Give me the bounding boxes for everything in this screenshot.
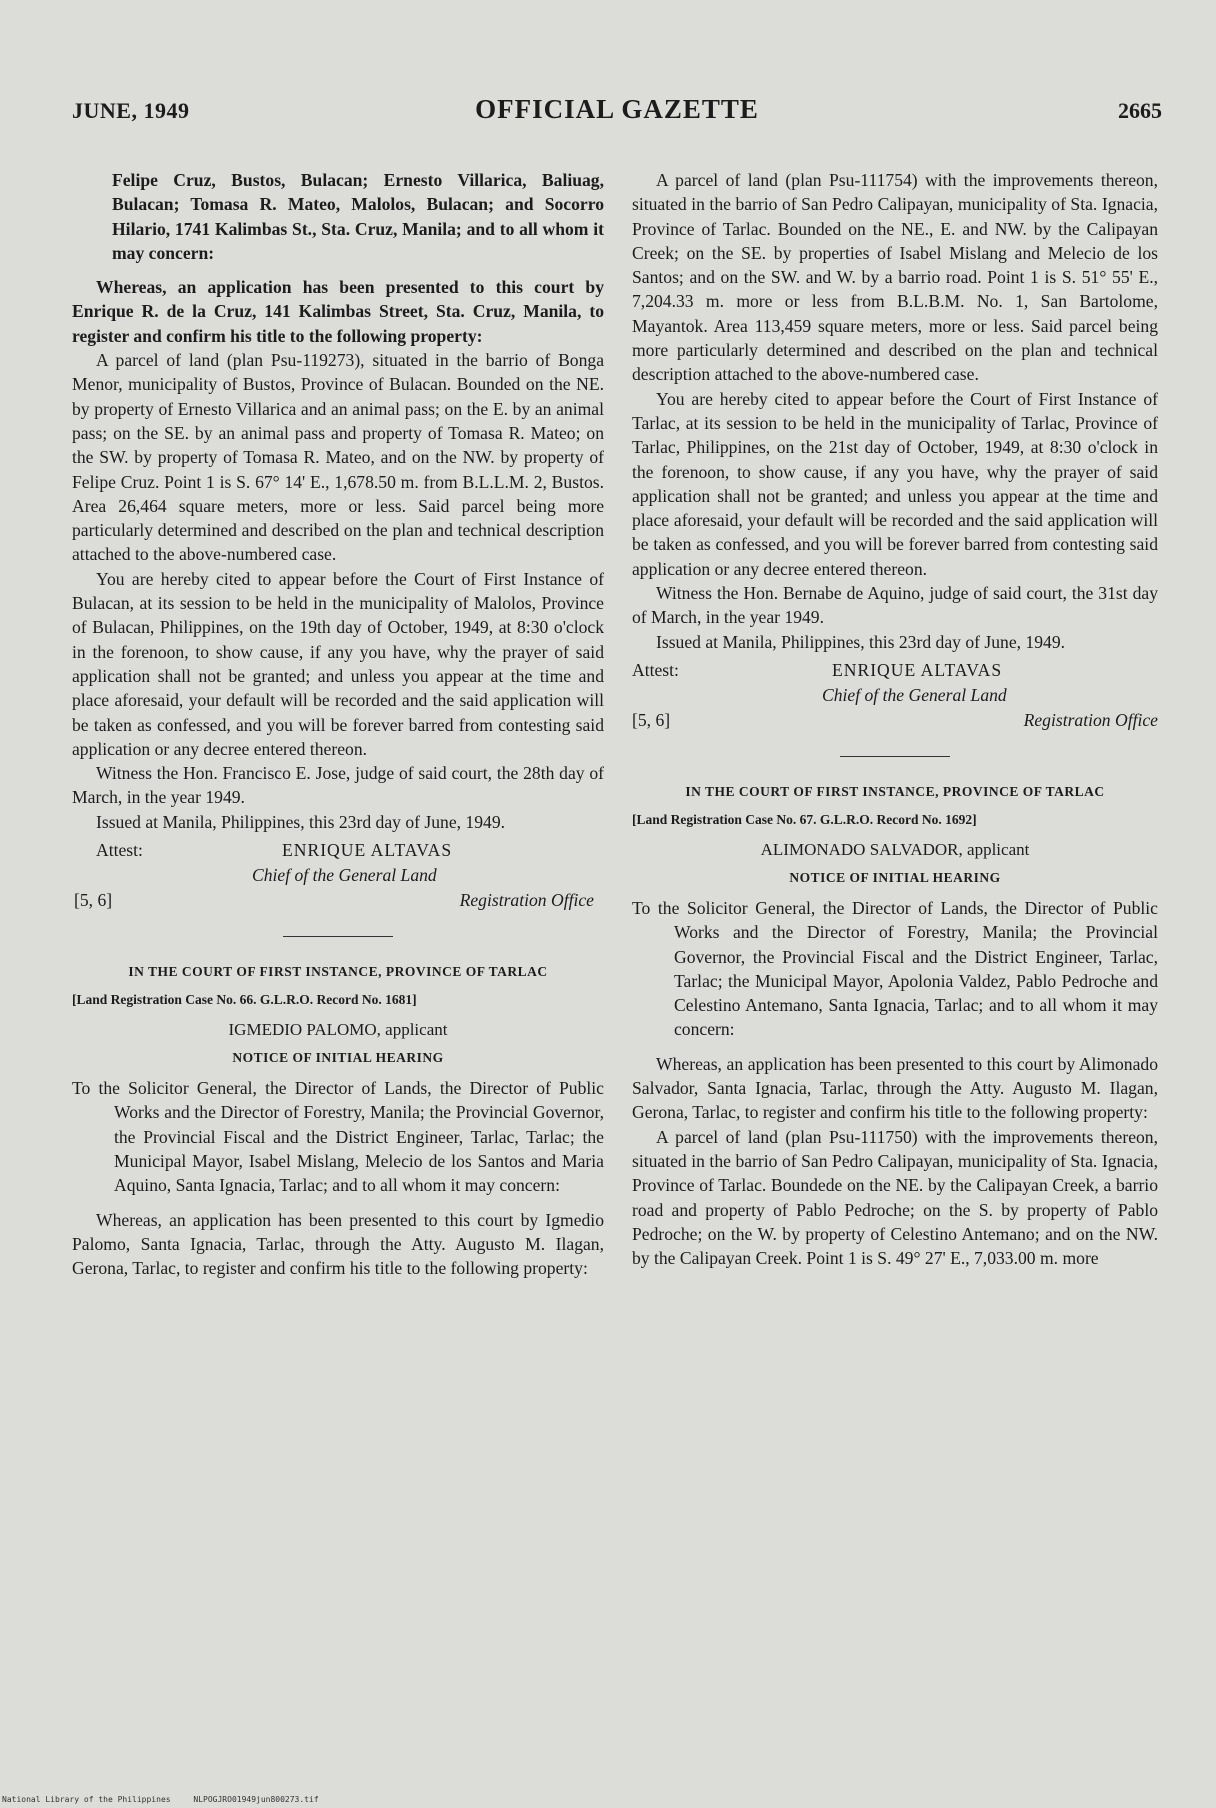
library-credit: National Library of the Philippines — [2, 1795, 171, 1804]
attest-name: ENRIQUE ALTAVAS — [282, 840, 453, 861]
witness-paragraph: Witness the Hon. Francisco E. Jose, judge of said court, the 28th day of March, in the year 1949. — [72, 763, 604, 808]
page-header — [72, 94, 1162, 132]
left-column — [72, 168, 604, 1280]
court-heading: IN THE COURT OF FIRST INSTANCE, PROVINCE OF TARLAC — [128, 964, 548, 980]
attest-reference: [5, 6] — [74, 890, 113, 911]
attest-reference: [5, 6] — [632, 709, 671, 730]
intro-addressees: Felipe Cruz, Bustos, Bulacan; Ernesto Villarica, Baliuag, Bulacan; Tomasa R. Mateo, Malolos, Bulacan; and Socorro Hilario, 1741 Kalimbas St., Sta. Cruz, Manila; and to all whom it may concern: — [112, 170, 604, 263]
applicant-suffix: , applicant — [958, 839, 1030, 859]
parcel-description: A parcel of land (plan Psu-119273), situated in the barrio of Bonga Menor, municipality of Bustos, Province of Bulacan. Bounded on the NE. by property of Ernesto Villarica and an animal pass; on the E. by an animal pass; on the SE. by an animal pass and property of Tomasa R. Mateo; on the SW. by property of Tomasa R. Mateo, and on the NW. by property of Felipe Cruz. Point 1 is S. 67° 14' E., 1,678.50 m. from B.L.L.M. 2, Bustos. Area 26,464 square meters, more or less. Said parcel being more particularly determined and described on the plan and technical description attached to the above-numbered case. — [72, 350, 604, 565]
attest-label: Attest: — [96, 840, 143, 861]
notice-heading: NOTICE OF INITIAL HEARING — [789, 869, 1001, 885]
scan-filename: NLPOGJRO01949jun800273.tif — [193, 1795, 319, 1804]
issued-paragraph: Issued at Manila, Philippines, this 23rd day of June, 1949. — [96, 811, 506, 832]
applicant-line — [632, 840, 1158, 860]
attest-title-line-2: Registration Office — [1023, 709, 1158, 730]
applicant-name: IGMEDIO PALOMO — [228, 1020, 377, 1040]
citation-paragraph: You are hereby cited to appear before the Court of First Instance of Tarlac, at its session to be held in the municipality of Tarlac, Province of Tarlac, Philippines, on the 21st day of October, 1949, at 8:30 o'clock in the forenoon, to show cause, if any you have, why the prayer of said application shall not be granted; and unless you appear at the time and place aforesaid, your default will be recorded and the said application will be taken as confessed, and you will be forever barred from contesting said application or any decree entered thereon. — [632, 388, 1158, 579]
case-line: [Land Registration Case No. 66. G.L.R.O. Record No. 1681] — [72, 992, 417, 1008]
applicant-suffix: , applicant — [376, 1020, 448, 1040]
case-line: [Land Registration Case No. 67. G.L.R.O. Record No. 1692] — [632, 811, 977, 827]
whereas-paragraph: Whereas, an application has been presented to this court by Enrique R. de la Cruz, 141 Kalimbas Street, Sta. Cruz, Manila, to register and confirm his title to the following property: — [72, 277, 604, 346]
attest-label: Attest: — [632, 659, 679, 680]
scan-footer — [2, 1795, 337, 1804]
witness-paragraph: Witness the Hon. Bernabe de Aquino, judge of said court, the 31st day of March, in the year 1949. — [632, 583, 1158, 628]
notice-heading: NOTICE OF INITIAL HEARING — [232, 1050, 444, 1066]
citation-paragraph: You are hereby cited to appear before the Court of First Instance of Bulacan, at its session to be held in the municipality of Malolos, Province of Bulacan, Philippines, on the 19th day of October, 1949, at 8:30 o'clock in the forenoon, to show cause, if any you have, why the prayer of said application shall not be granted; and unless you appear at the time and place aforesaid, your default will be recorded and the said application will be taken as confessed, and you will be forever barred from contesting said application or any decree entered thereon. — [72, 568, 604, 759]
parcel-description: A parcel of land (plan Psu-111754) with the improvements thereon, situated in the barrio of San Pedro Calipayan, municipality of Sta. Ignacia, Province of Tarlac. Bounded on the NE., E. and NW. by the Calipayan Creek; on the SE. by properties of Isabel Mislang and Melecio de los Santos; and on the SW. and W. by a barrio road. Point 1 is S. 51° 55' E., 7,204.33 m. more or less from B.L.B.M. No. 1, San Bartolome, Mayantok. Area 113,459 square meters, more or less. Said parcel being more particularly determined and described on the plan and technical description attached to the above-numbered case. — [632, 170, 1158, 385]
section-divider — [283, 936, 393, 937]
whereas-paragraph: Whereas, an application has been presented to this court by Alimonado Salvador, Santa Ignacia, Tarlac, through the Atty. Augusto M. Ilagan, Gerona, Tarlac, to register and confirm his title to the following property: — [632, 1053, 1158, 1123]
attest-title-line-1: Chief of the General Land — [822, 684, 1007, 705]
right-column — [632, 168, 1158, 1270]
publication-title: OFFICIAL GAZETTE — [475, 94, 759, 124]
attest-title-line-1: Chief of the General Land — [252, 865, 437, 886]
applicant-name: ALIMONADO SALVADOR — [760, 839, 959, 859]
parcel-description-2: A parcel of land (plan Psu-111750) with the improvements thereon, situated in the barrio of San Pedro Calipayan, municipality of Sta. Ignacia, Province of Tarlac. Boundede on the NE. by the Calipayan Creek, a barrio road and property of Pablo Pedroche; on the S. by property of Pablo Pedroche; on the W. by property of Celestino Antemano; and on the NW. by the Calipayan Creek. Point 1 is S. 49° 27' E., 7,033.00 m. more — [632, 1126, 1158, 1269]
issue-date: JUNE, 1949 — [72, 98, 190, 123]
page-number: 2665 — [1118, 98, 1162, 123]
to-addressees: To the Solicitor General, the Director of Lands, the Director of Public Works and the Director of Forestry, Manila; the Provincial Governor, the Provincial Fiscal and the District Engineer, Tarlac, Tarlac; the Municipal Mayor, Apolonia Valdez, Pablo Pedroche and Celestino Antemano, Santa Ignacia, Tarlac; and to all whom it may concern: — [632, 897, 1158, 1040]
issued-paragraph: Issued at Manila, Philippines, this 23rd day of June, 1949. — [656, 631, 1066, 652]
applicant-line — [72, 1020, 604, 1040]
attestation-block — [632, 658, 1158, 734]
whereas-paragraph-2: Whereas, an application has been presented to this court by Igmedio Palomo, Santa Ignacia, Tarlac, through the Atty. Augusto M. Ilagan, Gerona, Tarlac, to register and confirm his title to the following property: — [72, 1209, 604, 1279]
section-divider — [840, 756, 950, 757]
court-heading: IN THE COURT OF FIRST INSTANCE, PROVINCE OF TARLAC — [685, 783, 1105, 799]
attestation-block — [72, 838, 604, 914]
attest-title-line-2: Registration Office — [459, 890, 594, 911]
to-addressees: To the Solicitor General, the Director of Lands, the Director of Public Works and the Director of Forestry, Manila; the Provincial Governor, the Provincial Fiscal and the District Engineer, Tarlac, Tarlac; the Municipal Mayor, Isabel Mislang, Melecio de los Santos and Maria Aquino, Santa Ignacia, Tarlac; and to all whom it may concern: — [72, 1078, 604, 1196]
attest-name: ENRIQUE ALTAVAS — [832, 659, 1003, 680]
